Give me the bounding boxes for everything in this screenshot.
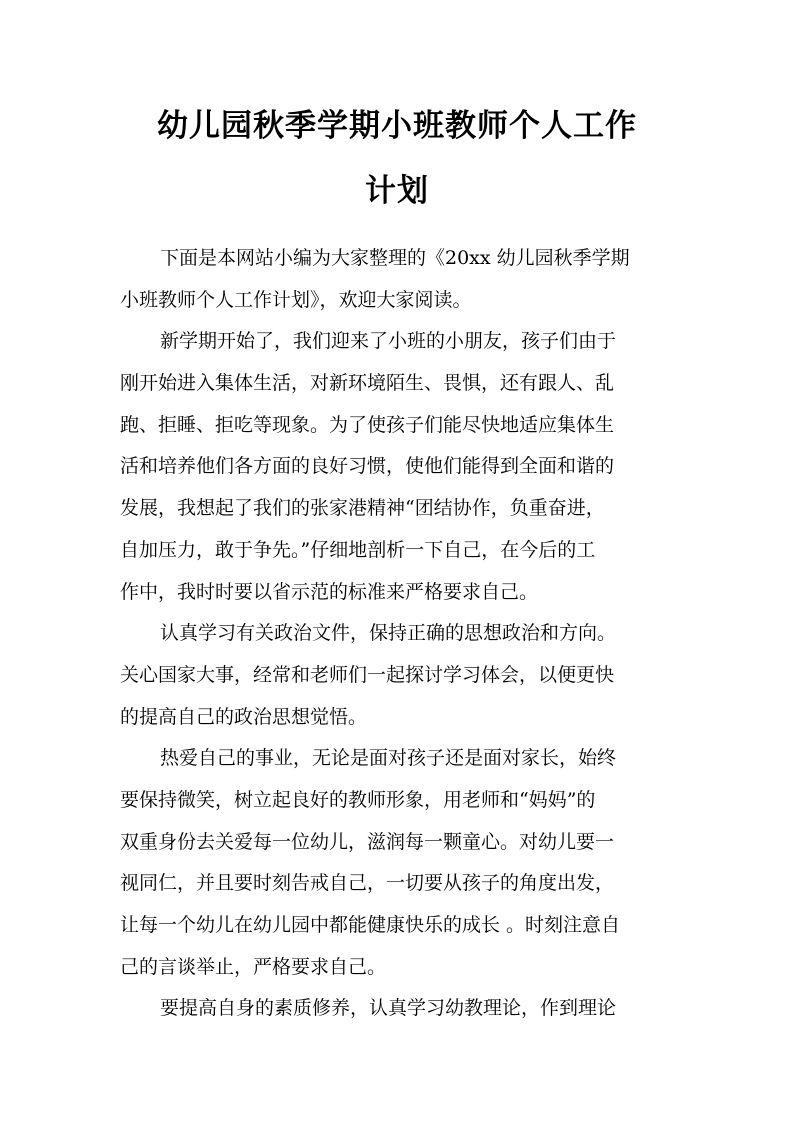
text-line: 活和培养他们各方面的良好习惯，使他们能得到全面和谐的 (120, 455, 615, 478)
text-line: 己的言谈举止，严格要求自己。 (120, 955, 387, 978)
paragraph (120, 738, 674, 988)
title-line-2: 计划 (365, 173, 429, 209)
text-line: 热爱自己的事业，无论是面对孩子还是面对家长，始终 (160, 747, 617, 770)
text-line: 自加压力，敢于争先。”仔细地剖析一下自己，在今后的工 (120, 538, 596, 561)
document-body (120, 238, 674, 1030)
text-line: 让每一个幼儿在幼儿园中都能健康快乐的成长 。时刻注意自 (120, 914, 621, 936)
paragraph (120, 988, 674, 1030)
paragraph (120, 321, 674, 613)
text-line: 跑、拒睡、拒吃等现象。为了使孩子们能尽快地适应集体生 (120, 413, 615, 436)
text-line: 作中，我时时要以省示范的标准来严格要求自己。 (120, 580, 539, 603)
text-line: 关心国家大事，经常和老师们一起探讨学习体会，以便更快 (120, 663, 615, 686)
text-line: 新学期开始了，我们迎来了小班的小朋友，孩子们由于 (160, 330, 617, 353)
text-line: 发展，我想起了我们的张家港精神“团结协作，负重奋进， (120, 497, 605, 520)
text-line: 双重身份去关爱每一位幼儿，滋润每一颗童心。对幼儿要一 (120, 830, 615, 853)
paragraph (120, 613, 674, 738)
text-line: 要保持微笑，树立起良好的教师形象，用老师和“妈妈”的 (120, 788, 596, 811)
title-line-1: 幼儿园秋季学期小班教师个人工作 (157, 108, 637, 144)
text-line: 刚开始进入集体生活，对新环境陌生、畏惧，还有跟人、乱 (120, 372, 615, 395)
text-line: 小班教师个人工作计划》，欢迎大家阅读。 (120, 288, 472, 311)
text-line: 的提高自己的政治思想觉悟。 (120, 705, 368, 728)
text-line: 认真学习有关政治文件，保持正确的思想政治和方向。 (160, 622, 617, 645)
paragraph (120, 238, 674, 321)
text-line: 要提高自身的素质修养，认真学习幼教理论，作到理论 (160, 997, 617, 1020)
text-line: 视同仁，并且要时刻告戒自己，一切要从孩子的角度出发， (120, 872, 615, 895)
text-line: 下面是本网站小编为大家整理的《20xx 幼儿园秋季学期 (160, 247, 630, 269)
